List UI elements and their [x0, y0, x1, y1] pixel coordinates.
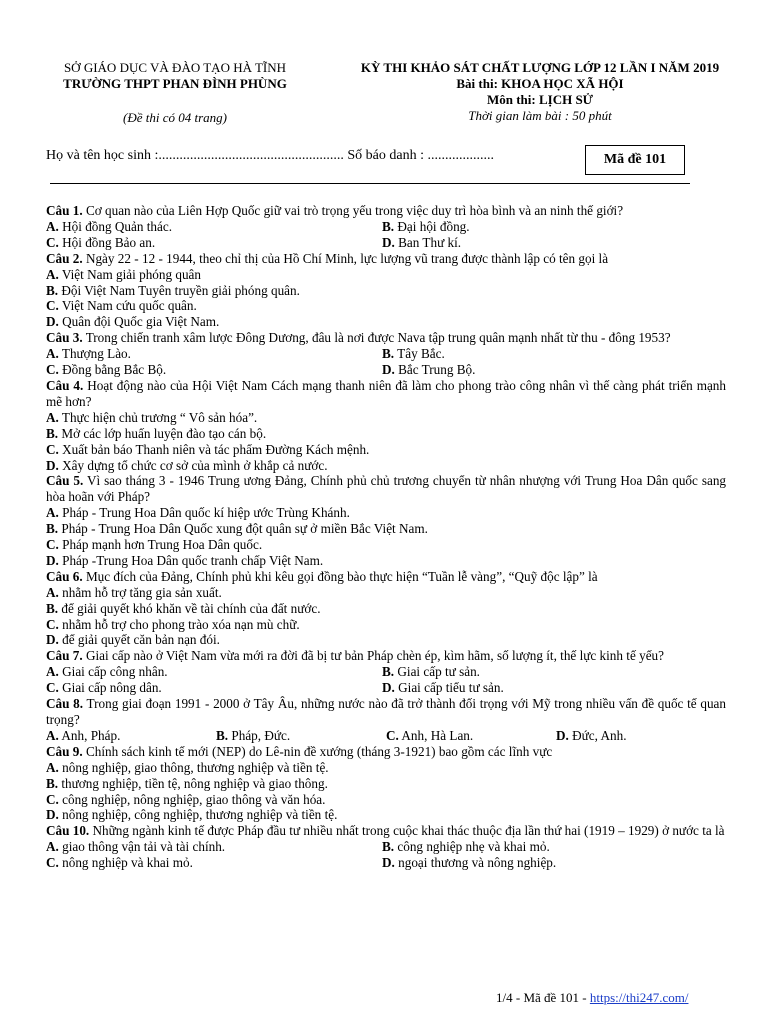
- answer-option: [46, 601, 726, 617]
- time-limit: Thời gian làm bài : 50 phút: [468, 108, 612, 123]
- option-label: C.: [46, 234, 59, 250]
- question-1: [46, 203, 726, 251]
- answer-option: [46, 235, 382, 251]
- option-text: Mở các lớp huấn luyện đào tạo cán bộ.: [61, 425, 267, 441]
- option-label: C.: [46, 616, 59, 632]
- option-label: A.: [46, 505, 59, 521]
- question-8: [46, 696, 726, 744]
- answer-option: [46, 442, 726, 458]
- question-number: Câu 1.: [46, 203, 83, 218]
- department-name: SỞ GIÁO DỤC VÀ ĐÀO TẠO HÀ TĨNH: [63, 60, 287, 75]
- answer-option: [46, 505, 726, 521]
- option-label: D.: [46, 807, 59, 823]
- option-label: B.: [46, 425, 59, 441]
- question-stem: [46, 330, 726, 346]
- question-4: [46, 378, 726, 473]
- option-text: Việt Nam cứu quốc quân.: [61, 298, 197, 314]
- option-text: nông nghiệp, giao thông, thương nghiệp và tiền tệ.: [62, 759, 329, 775]
- option-label: C.: [46, 537, 59, 553]
- option-text: Đại hội đồng.: [397, 218, 470, 234]
- question-stem: [46, 696, 726, 728]
- option-text: Thực hiện chủ trương “ Vô sản hóa”.: [61, 409, 258, 425]
- option-label: D.: [382, 362, 395, 378]
- option-text: Hội đồng Bảo an.: [62, 234, 156, 250]
- question-stem: [46, 823, 726, 839]
- option-row: [46, 219, 726, 235]
- answer-option: [46, 426, 726, 442]
- option-text: Anh, Hà Lan.: [401, 727, 474, 743]
- question-number: Câu 9.: [46, 743, 83, 759]
- answer-option: [46, 410, 726, 426]
- answer-option: [46, 267, 726, 283]
- option-row: [46, 728, 726, 744]
- question-stem: [46, 473, 726, 505]
- option-label: D.: [382, 234, 395, 250]
- answer-option: [46, 585, 726, 601]
- option-text: thương nghiệp, tiền tệ, nông nghiệp và giao thông.: [61, 775, 328, 791]
- option-label: B.: [46, 282, 59, 298]
- option-row: [46, 680, 726, 696]
- answer-option: [46, 680, 382, 696]
- option-text: Ban Thư kí.: [398, 234, 462, 250]
- option-text: Quân đội Quốc gia Việt Nam.: [62, 314, 220, 330]
- answer-option: [46, 458, 726, 474]
- option-label: B.: [382, 839, 395, 855]
- header-divider: [50, 183, 690, 184]
- question-list: [46, 203, 726, 871]
- question-stem: [46, 203, 726, 219]
- answer-option: [46, 537, 726, 553]
- option-text: Bắc Trung Bộ.: [398, 362, 476, 378]
- answer-option: [382, 362, 718, 378]
- option-row: [46, 664, 726, 680]
- option-label: C.: [46, 362, 59, 378]
- option-label: B.: [46, 600, 59, 616]
- question-number: Câu 3.: [46, 330, 83, 346]
- option-label: A.: [46, 346, 59, 362]
- option-label: D.: [46, 314, 59, 330]
- option-label: B.: [382, 346, 395, 362]
- option-text: Đồng bằng Bắc Bộ.: [62, 362, 167, 378]
- question-9: [46, 744, 726, 824]
- option-text: Đức, Anh.: [572, 727, 627, 743]
- option-text: Hội đồng Quản thác.: [62, 218, 172, 234]
- exam-part: Bài thi: KHOA HỌC XÃ HỘI: [456, 76, 624, 91]
- answer-option: [46, 760, 726, 776]
- option-label: B.: [382, 218, 395, 234]
- option-label: C.: [46, 298, 59, 314]
- option-label: D.: [46, 457, 59, 473]
- answer-option: [46, 553, 726, 569]
- footer-text: 1/4 - Mã đề 101 -: [496, 990, 590, 1005]
- question-stem: [46, 251, 726, 267]
- option-text: Đội Việt Nam Tuyên truyền giải phóng quân.: [61, 282, 300, 298]
- question-stem: [46, 648, 726, 664]
- question-text: Những ngành kinh tế được Pháp đầu tư nhiều nhất trong cuộc khai thác thuộc địa lần thứ hai (1919 – 1929) ở nước ta là: [92, 823, 725, 839]
- option-label: A.: [46, 664, 59, 680]
- option-text: công nghiệp nhẹ và khai mỏ.: [397, 839, 550, 855]
- exam-code-box: Mã đề 101: [585, 145, 685, 175]
- question-text: Hoạt động nào của Hội Việt Nam Cách mạng thanh niên đã làm cho phong trào công nhân vì thế càng phát triển mạnh mẽ hơn?: [46, 377, 726, 409]
- answer-option: [46, 776, 726, 792]
- option-label: C.: [46, 855, 59, 871]
- option-label: B.: [216, 727, 229, 743]
- question-text: Ngày 22 - 12 - 1944, theo chỉ thị của Hồ Chí Minh, lực lượng vũ trang được thành lập có tên gọi là: [85, 250, 609, 266]
- option-row: [46, 362, 726, 378]
- answer-option: [216, 728, 386, 744]
- option-text: Giai cấp công nhân.: [62, 664, 168, 680]
- question-stem: [46, 744, 726, 760]
- question-10: [46, 823, 726, 871]
- option-text: Việt Nam giải phóng quân: [61, 266, 202, 282]
- option-row: [46, 855, 726, 871]
- option-row: [46, 235, 726, 251]
- option-row: [46, 839, 726, 855]
- answer-option: [46, 807, 726, 823]
- answer-option: [46, 521, 726, 537]
- question-number: Câu 7.: [46, 648, 83, 664]
- answer-option: [382, 346, 718, 362]
- question-number: Câu 4.: [46, 377, 84, 393]
- answer-option: [382, 680, 718, 696]
- answer-option: [46, 219, 382, 235]
- option-text: Pháp - Trung Hoa Dân quốc kí hiệp ước Trùng Khánh.: [62, 505, 350, 521]
- option-text: để giải quyết khó khăn về tài chính của đất nước.: [61, 600, 321, 616]
- option-text: Giai cấp nông dân.: [62, 680, 162, 696]
- question-text: Cơ quan nào của Liên Hợp Quốc giữ vai trò trọng yếu trong việc duy trì hòa bình và an ninh thế giới?: [85, 203, 624, 218]
- option-text: Pháp, Đức.: [231, 727, 291, 743]
- answer-option: [46, 283, 726, 299]
- answer-option: [46, 617, 726, 633]
- option-label: D.: [382, 855, 395, 871]
- question-number: Câu 2.: [46, 250, 83, 266]
- option-label: D.: [46, 632, 59, 648]
- option-text: Giai cấp tư sản.: [397, 664, 480, 680]
- question-5: [46, 473, 726, 568]
- question-stem: [46, 378, 726, 410]
- option-text: Pháp mạnh hơn Trung Hoa Dân quốc.: [62, 537, 263, 553]
- answer-option: [556, 728, 726, 744]
- option-text: công nghiệp, nông nghiệp, giao thông và văn hóa.: [62, 791, 326, 807]
- option-label: C.: [46, 791, 59, 807]
- option-text: để giải quyết căn bản nạn đói.: [62, 632, 220, 648]
- page-footer: [496, 990, 688, 1006]
- option-text: Pháp - Trung Hoa Dân Quốc xung đột quân sự ở miền Bắc Việt Nam.: [61, 521, 428, 537]
- answer-option: [46, 632, 726, 648]
- option-text: Xây dựng tổ chức cơ sở của mình ở khắp cả nước.: [62, 457, 328, 473]
- option-label: D.: [46, 552, 59, 568]
- question-2: [46, 251, 726, 331]
- question-text: Giai cấp nào ở Việt Nam vừa mới ra đời đã bị tư bản Pháp chèn ép, kìm hãm, số lượng ít, thế lực kinh tế yếu?: [85, 648, 664, 664]
- option-text: Thượng Lào.: [61, 346, 131, 362]
- option-text: nhằm hỗ trợ cho phong trào xóa nạn mù chữ.: [62, 616, 300, 632]
- answer-option: [382, 235, 718, 251]
- question-number: Câu 10.: [46, 823, 90, 839]
- question-text: Mục đích của Đảng, Chính phủ khi kêu gọi đồng bào thực hiện “Tuần lễ vàng”, “Quỹ độc lập” là: [85, 568, 598, 584]
- question-text: Vì sao tháng 3 - 1946 Trung ương Đảng, Chính phủ chủ trương chuyển từ nhân nhượng với Trung Hoa Dân quốc sang hòa hoãn với Pháp?: [46, 473, 727, 505]
- question-6: [46, 569, 726, 649]
- option-label: A.: [46, 409, 59, 425]
- option-label: A.: [46, 727, 59, 743]
- question-text: Trong giai đoạn 1991 - 2000 ở Tây Âu, những nước nào đã trở thành đối trọng với Mỹ trong nhiều vấn đề quốc tế quan trọng?: [46, 696, 726, 727]
- option-text: Giai cấp tiểu tư sản.: [398, 680, 504, 696]
- answer-option: [46, 346, 382, 362]
- answer-option: [46, 728, 216, 744]
- option-label: A.: [46, 759, 59, 775]
- answer-option: [382, 664, 718, 680]
- answer-option: [46, 664, 382, 680]
- option-label: C.: [386, 727, 399, 743]
- option-text: giao thông vận tải và tài chính.: [62, 839, 226, 855]
- school-name: TRƯỜNG THPT PHAN ĐÌNH PHÙNG: [63, 76, 287, 91]
- question-stem: [46, 569, 726, 585]
- student-info-line: Họ và tên học sinh :..................................................... Số báo danh : ...................: [46, 148, 494, 163]
- option-label: D.: [382, 680, 395, 696]
- option-label: A.: [46, 839, 59, 855]
- exam-title: KỲ THI KHẢO SÁT CHẤT LƯỢNG LỚP 12 LẦN I NĂM 2019: [360, 60, 720, 75]
- footer-link[interactable]: https://thi247.com/: [589, 990, 689, 1005]
- option-text: Xuất bản báo Thanh niên và tác phẩm Đường Kách mệnh.: [62, 441, 370, 457]
- option-text: nông nghiệp, công nghiệp, thương nghiệp và tiền tệ.: [62, 807, 338, 823]
- question-number: Câu 5.: [46, 473, 84, 489]
- subject: Môn thi: LỊCH SỬ: [486, 92, 594, 107]
- option-text: nông nghiệp và khai mỏ.: [62, 855, 193, 871]
- option-label: B.: [46, 521, 59, 537]
- option-label: A.: [46, 584, 59, 600]
- option-label: B.: [382, 664, 395, 680]
- pages-note: (Đề thi có 04 trang): [123, 110, 227, 125]
- option-text: nhằm hỗ trợ tăng gia sản xuất.: [62, 584, 222, 600]
- option-label: A.: [46, 218, 59, 234]
- option-text: Tây Bắc.: [397, 346, 445, 362]
- option-label: C.: [46, 680, 59, 696]
- option-label: C.: [46, 441, 59, 457]
- question-text: Chính sách kinh tế mới (NEP) do Lê-nin đề xướng (tháng 3-1921) bao gồm các lĩnh vực: [85, 743, 553, 759]
- answer-option: [46, 314, 726, 330]
- option-text: ngoại thương và nông nghiệp.: [398, 855, 557, 871]
- answer-option: [46, 792, 726, 808]
- question-number: Câu 8.: [46, 696, 84, 712]
- question-3: [46, 330, 726, 378]
- option-label: B.: [46, 775, 59, 791]
- question-7: [46, 648, 726, 696]
- option-text: Anh, Pháp.: [61, 727, 121, 743]
- answer-option: [46, 298, 726, 314]
- question-number: Câu 6.: [46, 568, 83, 584]
- header-left: [30, 60, 320, 126]
- answer-option: [386, 728, 556, 744]
- answer-option: [382, 855, 718, 871]
- answer-option: [382, 839, 718, 855]
- header-right: [335, 60, 745, 124]
- answer-option: [382, 219, 718, 235]
- option-text: Pháp -Trung Hoa Dân quốc tranh chấp Việt Nam.: [62, 552, 324, 568]
- option-label: D.: [556, 727, 569, 743]
- option-row: [46, 346, 726, 362]
- question-text: Trong chiến tranh xâm lược Đông Dương, đâu là nơi được Nava tập trung quân mạnh nhất từ thu - đông 1953?: [85, 330, 671, 346]
- option-label: A.: [46, 266, 59, 282]
- answer-option: [46, 362, 382, 378]
- answer-option: [46, 839, 382, 855]
- answer-option: [46, 855, 382, 871]
